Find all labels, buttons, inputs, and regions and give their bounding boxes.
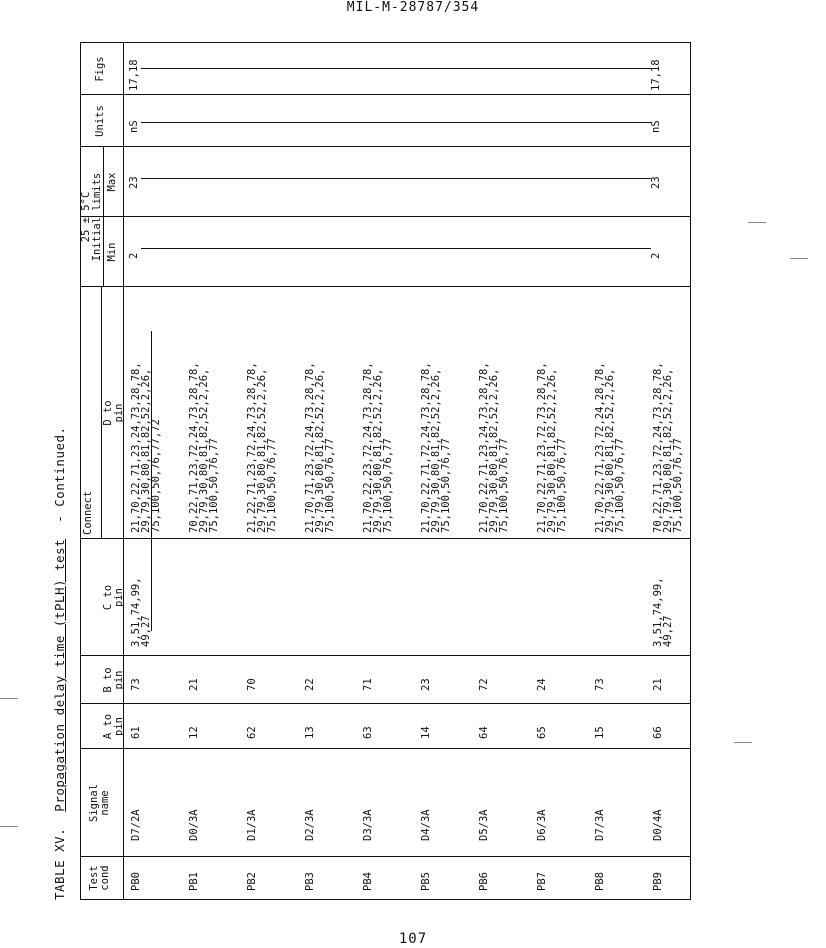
ditto-line-min (141, 248, 651, 249)
b-to-pin-cell: 23 (420, 678, 432, 691)
table-caption (40, 40, 80, 900)
figs-value-last: 17,18 (650, 59, 662, 91)
propagation-delay-table (80, 42, 691, 900)
table-row (125, 43, 183, 899)
b-to-pin-cell: 21 (652, 678, 664, 691)
d-to-pin-cell: 21,70,71,23,72,24,73,28,78, 29,79,30,80,81,82,52,2,26, 75,100,50,76,77 (304, 362, 336, 533)
test-cond-cell: PB8 (594, 872, 606, 891)
b-to-pin-cell: 22 (304, 678, 316, 691)
d-to-pin-cell: 21,70,22,23,72,24,73,28,78, 29,79,30,80,81,82,52,2,26, 75,100,50,76,77 (362, 362, 394, 533)
signal-name-cell: D5/3A (478, 809, 490, 841)
crop-mark (734, 742, 752, 743)
page-number: 107 (398, 931, 428, 947)
crop-mark (748, 222, 766, 223)
header-connect: Connect (82, 490, 94, 535)
caption-prefix: TABLE XV. (52, 827, 67, 900)
b-to-pin-cell: 21 (188, 678, 200, 691)
test-cond-cell: PB3 (304, 872, 316, 891)
signal-name-cell: D2/3A (304, 809, 316, 841)
test-cond-cell: PB2 (246, 872, 258, 891)
test-cond-cell: PB9 (652, 872, 664, 891)
signal-name-cell: D7/3A (594, 809, 606, 841)
header-signal-name: Signal name (88, 784, 111, 822)
table-row (589, 43, 647, 899)
table-row (415, 43, 473, 899)
header-test-cond: Test cond (88, 865, 111, 891)
ditto-line-c (151, 331, 152, 631)
b-to-pin-cell: 24 (536, 678, 548, 691)
d-to-pin-cell: 70,22,71,23,72,24,73,28,78, 29,79,30,80,81,82,52,2,26, 75,100,50,76,77 (188, 362, 220, 533)
d-to-pin-cell: 21,70,22,71,23,72,73,28,78, 29,79,30,80,81,82,52,2,26, 75,100,50,76,77 (536, 362, 568, 533)
max-value-first: 23 (128, 176, 140, 189)
signal-name-cell: D6/3A (536, 809, 548, 841)
d-to-pin-cell: 21,70,22,71,23,24,73,28,78, 29,79,30,80,81,82,52,2,26, 75,100,50,76,77 (478, 362, 510, 533)
d-to-pin-cell: 70,22,71,23,72,24,73,28,78, 29,79,30,80,81,82,52,2,26, 75,100,50,76,77 (652, 362, 684, 533)
a-to-pin-cell: 64 (478, 726, 490, 739)
table-row (299, 43, 357, 899)
d-to-pin-cell: 21,70,22,71,72,24,73,28,78, 29,79,30,80,81,82,52,2,26, 75,100,50,76,77 (420, 362, 452, 533)
a-to-pin-cell: 12 (188, 726, 200, 739)
a-to-pin-cell: 61 (130, 726, 142, 739)
a-to-pin-cell: 62 (246, 726, 258, 739)
a-to-pin-cell: 65 (536, 726, 548, 739)
min-value-first: 2 (128, 252, 140, 259)
crop-mark (790, 258, 808, 259)
header-b-to-pin: B to pin (102, 667, 125, 693)
table-row (241, 43, 299, 899)
header-figs: Figs (94, 56, 106, 82)
test-cond-cell: PB1 (188, 872, 200, 891)
test-cond-cell: PB7 (536, 872, 548, 891)
caption-title: Propagation delay time (tPLH) test (52, 538, 67, 812)
header-max: Max (106, 172, 118, 192)
b-to-pin-cell: 72 (478, 678, 490, 691)
signal-name-cell: D4/3A (420, 809, 432, 841)
b-to-pin-cell: 70 (246, 678, 258, 691)
limits-divider (103, 147, 104, 287)
a-to-pin-cell: 63 (362, 726, 374, 739)
header-min: Min (106, 242, 118, 262)
test-cond-cell: PB5 (420, 872, 432, 891)
d-to-pin-cell: 21,70,22,71,23,72,24,28,78, 29,79,30,80,81,82,52,2,26, 75,100,50,76,77 (594, 362, 626, 533)
a-to-pin-cell: 15 (594, 726, 606, 739)
table-row (531, 43, 589, 899)
table-row (473, 43, 531, 899)
crop-mark (0, 698, 18, 699)
d-to-pin-cell: 21,22,71,23,72,24,73,28,78, 29,79,30,80,81,82,52,2,26, 75,100,50,76,77 (246, 362, 278, 533)
table-row (647, 43, 705, 899)
a-to-pin-cell: 14 (420, 726, 432, 739)
signal-name-cell: D0/3A (188, 809, 200, 841)
b-to-pin-cell: 73 (594, 678, 606, 691)
d-to-pin-cell: 21,70,22,71,23,24,73,28,78, 29,79,30,80,81,82,52,2,26, 75,100,50,76,77,72 (130, 362, 162, 533)
test-cond-cell: PB6 (478, 872, 490, 891)
units-value-first: nS (128, 120, 140, 133)
header-c-to-pin: C to pin (102, 584, 125, 611)
signal-name-cell: D7/2A (130, 809, 142, 841)
signal-name-cell: D3/3A (362, 809, 374, 841)
table-row (357, 43, 415, 899)
header-d-to-pin: D to pin (102, 400, 125, 426)
crop-mark (0, 826, 18, 827)
b-to-pin-cell: 71 (362, 678, 374, 691)
header-a-to-pin: A to pin (102, 713, 125, 740)
header-limits: 25 ± 5°C Initial limits (80, 172, 103, 262)
header-units: Units (94, 105, 106, 137)
ditto-line-max (141, 178, 651, 179)
signal-name-cell: D1/3A (246, 809, 258, 841)
document-number: MIL-M-28787/354 (346, 0, 480, 15)
test-cond-cell: PB4 (362, 872, 374, 891)
figs-value-first: 17,18 (128, 59, 140, 91)
ditto-line-units (141, 122, 651, 123)
c-to-pin-cell: 3,51,74,99, 49,27 (130, 577, 152, 647)
a-to-pin-cell: 13 (304, 726, 316, 739)
ditto-line-figs (141, 68, 651, 69)
caption-suffix: - Continued. (52, 426, 67, 523)
a-to-pin-cell: 66 (652, 726, 664, 739)
test-cond-cell: PB0 (130, 872, 142, 891)
max-value-last: 23 (650, 176, 662, 189)
units-value-last: nS (650, 120, 662, 133)
rotated-table-region (40, 40, 691, 900)
min-value-last: 2 (650, 252, 662, 259)
c-to-pin-cell: 3,51,74,99, 49,27 (652, 577, 674, 647)
b-to-pin-cell: 73 (130, 678, 142, 691)
signal-name-cell: D0/4A (652, 809, 664, 841)
table-row (183, 43, 241, 899)
